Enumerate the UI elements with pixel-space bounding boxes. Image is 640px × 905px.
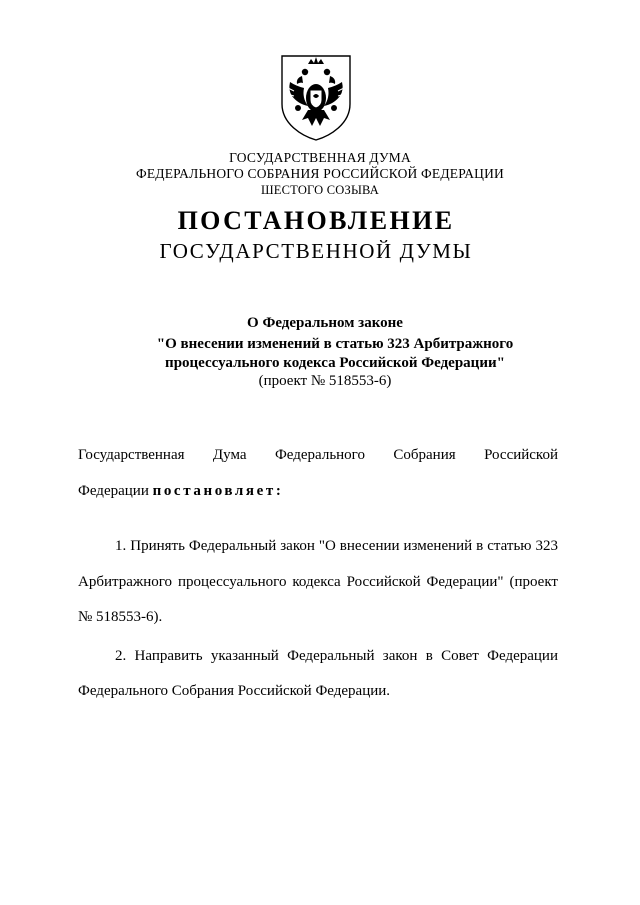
item-1-line-3: № 518553-6). (78, 609, 163, 625)
document-issuer-title: ГОСУДАРСТВЕННОЙ ДУМЫ (159, 239, 473, 263)
document-type-title: ПОСТАНОВЛЕНИЕ (177, 206, 455, 235)
preamble-line-1: Государственная Дума Федерального Собрания Российской (78, 447, 558, 463)
org-line-convocation: ШЕСТОГО СОЗЫВА (260, 183, 380, 197)
coat-of-arms-icon (278, 52, 354, 142)
subject-line-1: О Федеральном законе (247, 315, 403, 331)
resolves-keyword: постановляет: (152, 483, 284, 499)
preamble-text: Федерации (78, 483, 153, 499)
item-2-line-1: 2. Направить указанный Федеральный закон в Совет Федерации (115, 648, 558, 664)
item-1-line-2: Арбитражного процессуального кодекса Российской Федерации" (проект (78, 574, 558, 590)
item-2-line-2: Федерального Собрания Российской Федерации. (78, 683, 391, 699)
preamble-line-2 (78, 482, 283, 500)
subject-line-2: "О внесении изменений в статью 323 Арбитражного (156, 336, 514, 352)
project-number: (проект № 518553-6) (258, 373, 392, 389)
subject-line-3: процессуального кодекса Российской Федерации" (165, 355, 505, 371)
org-line-duma: ГОСУДАРСТВЕННАЯ ДУМА (229, 150, 411, 165)
item-1-line-1: 1. Принять Федеральный закон "О внесении изменений в статью 323 (115, 538, 558, 554)
org-line-federal-assembly: ФЕДЕРАЛЬНОГО СОБРАНИЯ РОССИЙСКОЙ ФЕДЕРАЦИИ (136, 166, 504, 181)
